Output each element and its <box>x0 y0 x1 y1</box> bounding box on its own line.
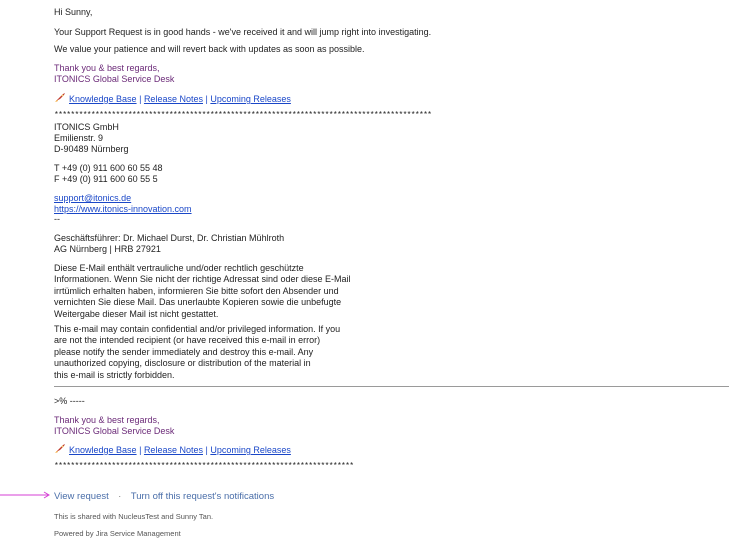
turn-off-notifications-link[interactable]: Turn off this request's notifications <box>130 491 275 502</box>
disclaimer-line: vernichten Sie diese Mail. Das unerlaubte Kopieren sowie die unbefugte <box>54 297 342 308</box>
disclaimer-line: irrtümlich erhalten haben, informieren Sie bitte sofort den Absender und <box>54 285 339 296</box>
link-separator: | <box>205 445 208 455</box>
company-fax: F +49 (0) 911 600 60 55 5 <box>54 174 158 184</box>
knowledge-base-link[interactable]: Knowledge Base <box>69 94 137 104</box>
release-notes-link[interactable]: Release Notes <box>143 445 203 455</box>
knowledge-base-link[interactable]: Knowledge Base <box>69 445 137 455</box>
cut-marker: >% ----- <box>54 396 85 406</box>
upcoming-releases-link[interactable]: Upcoming Releases <box>210 94 291 104</box>
disclaimer-line: unauthorized copying, disclosure or distribution of the material in <box>54 358 311 369</box>
disclaimer-line: Informationen. Wenn Sie nicht der richtige Adressat sind oder diese E-Mail <box>54 274 351 285</box>
quick-links <box>54 444 291 456</box>
disclaimer-line: This e-mail may contain confidential and/or privileged information. If you <box>54 324 341 334</box>
view-request-link[interactable]: View request <box>54 491 109 502</box>
stars-divider: ******************************************************************************************** <box>54 111 432 120</box>
link-separator: | <box>139 94 142 104</box>
stars-divider: ************************************************************************* <box>54 462 354 471</box>
disclaimer-english <box>54 324 340 381</box>
powered-by: Powered by Jira Service Management <box>54 529 181 538</box>
company-phone: T +49 (0) 911 600 60 55 48 <box>54 163 163 173</box>
patience-paragraph: We value your patience and will revert back with updates as soon as possible. <box>54 44 365 54</box>
greeting: Hi Sunny, <box>54 7 93 17</box>
upcoming-releases-link[interactable]: Upcoming Releases <box>210 445 291 455</box>
disclaimer-line: please notify the sender immediately and destroy this e-mail. Any <box>54 346 314 357</box>
disclaimer-line: this e-mail is strictly forbidden. <box>54 369 175 380</box>
company-directors: Geschäftsführer: Dr. Michael Durst, Dr. Christian Mühlroth <box>54 233 285 243</box>
signoff-team: ITONICS Global Service Desk <box>54 74 175 84</box>
website-link[interactable]: https://www.itonics-innovation.com <box>54 204 192 214</box>
disclaimer-line: Weitergabe dieser Mail ist nicht gestattet. <box>54 308 219 319</box>
rocket-icon <box>54 93 66 103</box>
company-registry: AG Nürnberg | HRB 27921 <box>54 244 161 254</box>
signoff-team: ITONICS Global Service Desk <box>54 426 175 436</box>
disclaimer-german <box>54 263 351 320</box>
link-separator: | <box>205 94 208 104</box>
signature-dash: -- <box>54 214 60 224</box>
company-street: Emilienstr. 9 <box>54 133 104 143</box>
signoff-thanks: Thank you & best regards, <box>54 415 160 425</box>
shared-notice: This is shared with NucleusTest and Sunny Tan. <box>54 512 214 521</box>
intro-paragraph: Your Support Request is in good hands - we've received it and will jump right into investigating. <box>54 27 432 37</box>
disclaimer-line: are not the intended recipient (or have received this e-mail in error) <box>54 335 321 346</box>
rocket-icon <box>54 444 66 454</box>
link-separator: | <box>139 445 142 455</box>
quick-links <box>54 93 291 105</box>
company-name: ITONICS GmbH <box>54 122 119 132</box>
footer-dot: · <box>118 491 122 501</box>
signoff-thanks: Thank you & best regards, <box>54 63 160 73</box>
release-notes-link[interactable]: Release Notes <box>143 94 203 104</box>
disclaimer-line: Diese E-Mail enthält vertrauliche und/oder rechtlich geschützte <box>54 263 304 273</box>
support-email-link[interactable]: support@itonics.de <box>54 193 132 203</box>
annotation-arrow-icon <box>0 490 52 500</box>
quote-divider <box>54 386 729 387</box>
company-city: D-90489 Nürnberg <box>54 144 129 154</box>
request-actions <box>54 491 274 502</box>
